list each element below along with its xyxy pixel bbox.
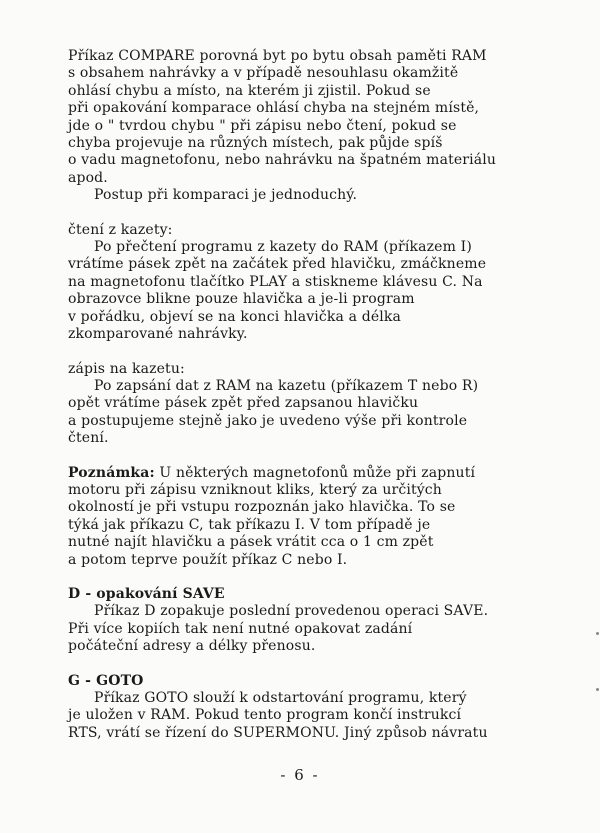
scan-speck: [596, 632, 599, 635]
text-line: počáteční adresy a délky přenosu.: [68, 638, 316, 655]
section-heading: zápis na kazetu:: [68, 360, 185, 377]
text-line: [68, 465, 538, 482]
text-line: nutné najít hlavičku a pásek vrátit cca o 1 cm zpět: [68, 534, 434, 551]
text-line: apod.: [68, 169, 108, 186]
text-line: a potom teprve použít příkaz C nebo I.: [68, 551, 348, 568]
text-line: vrátíme pásek zpět na začátek před hlavičku, zmáčkneme: [68, 256, 487, 273]
text-line: s obsahem nahrávky a v případě nesouhlasu okamžitě: [68, 65, 459, 82]
text-line: čtení.: [68, 430, 109, 447]
goto-section: [68, 673, 538, 743]
note-first-line: U některých magnetofonů může při zapnutí: [154, 464, 476, 481]
text-line: Příkaz COMPARE porovná byt po bytu obsah paměti RAM: [68, 48, 487, 64]
save-section: [68, 586, 538, 656]
text-line: motoru při zápisu vzniknout kliks, který za určitých: [68, 481, 442, 498]
text-line: ohlásí chybu a místo, na kterém ji zjistil. Pokud se: [68, 82, 431, 99]
text-line: opět vrátíme pásek zpět před zapsanou hlavičku: [68, 395, 419, 412]
text-line: na magnetofonu tlačítko PLAY a stiskneme klávesu C. Na: [68, 273, 483, 290]
text-line: týká jak příkazu C, tak příkazu I. V tom případě je: [68, 516, 431, 533]
section-heading: D - opakování SAVE: [68, 585, 225, 602]
text-line: je uložen v RAM. Pokud tento program končí instrukcí: [68, 707, 462, 724]
section-heading: čtení z kazety:: [68, 221, 173, 238]
note-label: Poznámka:: [68, 464, 155, 481]
note-section: [68, 465, 538, 569]
text-line: chyba projevuje na různých místech, pak půjde spíš: [68, 135, 443, 152]
text-line: okolností je při vstupu rozpoznán jako hlavička. To se: [68, 499, 456, 516]
reading-section: [68, 222, 538, 344]
page-number: - 6 -: [280, 766, 320, 784]
text-line: o vadu magnetofonu, nebo nahrávku na špatném materiálu: [68, 152, 497, 169]
text-line: Postup při komparaci je jednoduchý.: [94, 187, 358, 204]
text-line: Příkaz GOTO slouží k odstartování programu, který: [94, 690, 467, 706]
scan-speck: [596, 688, 599, 691]
compare-paragraph: [68, 48, 538, 205]
section-heading: G - GOTO: [68, 672, 144, 689]
text-line: Příkaz D zopakuje poslední provedenou operaci SAVE.: [94, 603, 489, 620]
text-line: v pořádku, objeví se na konci hlavička a délka: [68, 308, 402, 325]
text-line: a postupujeme stejně jako je uvedeno výše při kontrole: [68, 412, 468, 429]
text-line: při opakování komparace ohlásí chyba na stejném místě,: [68, 100, 480, 117]
text-line: Po zapsání dat z RAM na kazetu (příkazem T nebo R): [94, 377, 479, 394]
writing-section: [68, 361, 538, 448]
text-line: obrazovce blikne pouze hlavička a je-li program: [68, 291, 415, 308]
text-line: Po přečtení programu z kazety do RAM (příkazem I): [94, 239, 472, 256]
text-line: jde o " tvrdou chybu " při zápisu nebo čtení, pokud se: [68, 117, 457, 134]
text-line: Při více kopiích tak není nutné opakovat zadání: [68, 620, 413, 637]
document-page: [68, 48, 538, 742]
text-line: zkomparované nahrávky.: [68, 326, 248, 343]
text-line: RTS, vrátí se řízení do SUPERMONU. Jiný způsob návratu: [68, 724, 488, 741]
